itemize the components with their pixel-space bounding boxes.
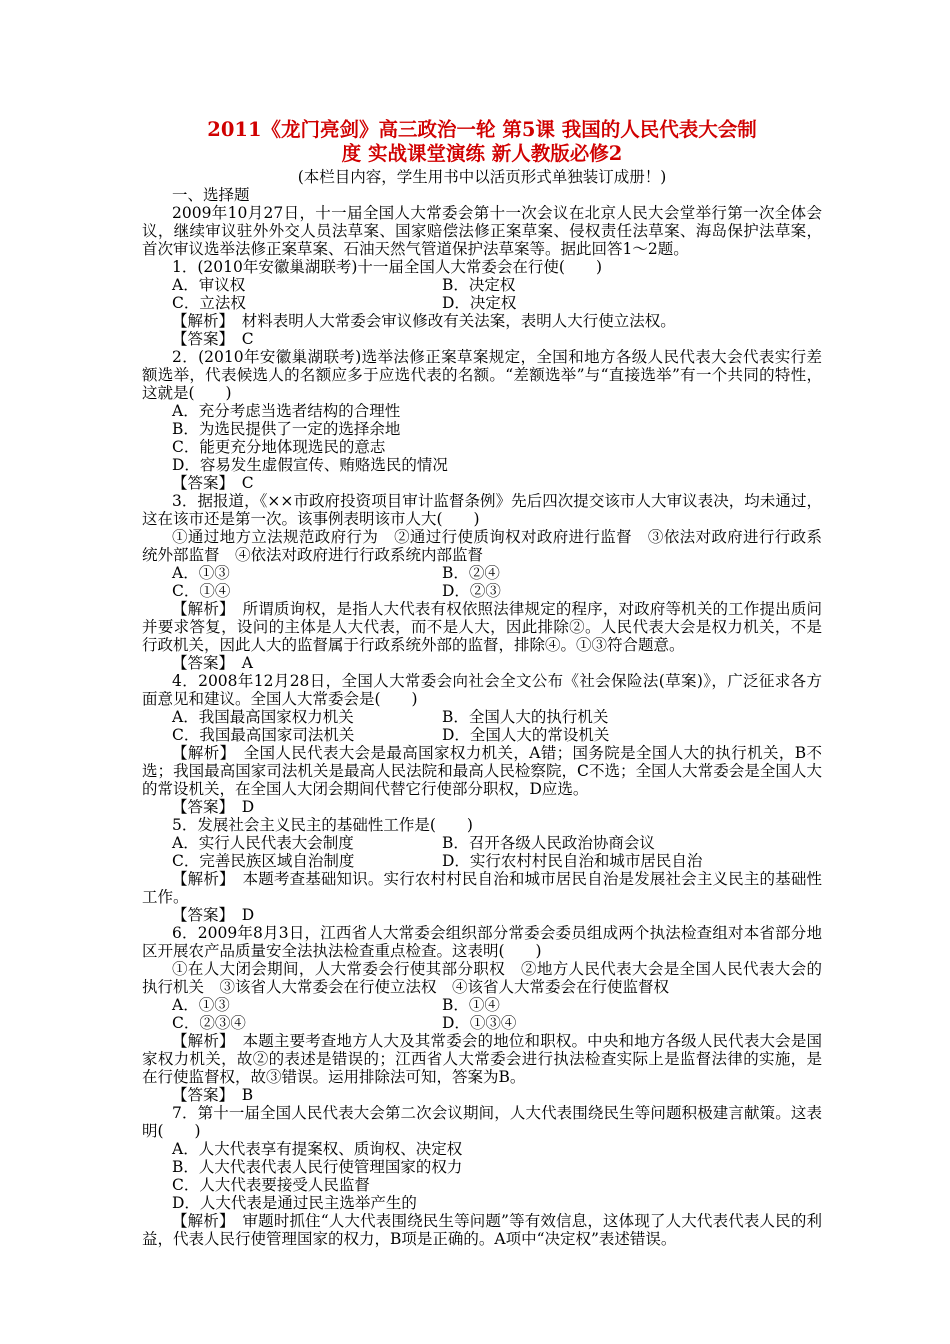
question-5-options: [172, 834, 822, 870]
option: B．②④: [442, 564, 500, 582]
doc-title-line1: 2011《龙门亮剑》高三政治一轮 第5课 我国的人民代表大会制: [207, 118, 757, 141]
material-paragraph: 2009年10月27日，十一届全国人大常委会第十一次会议在北京人民大会堂举行第一次全体会议，继续审议驻外外交人员法草案、国家赔偿法修正案草案、侵权责任法草案、海岛保护法草案，首次审议选举法修正案草案、石油天然气管道保护法草案等。据此回答1～2题。: [142, 204, 822, 258]
option: C．能更充分地体现选民的意志: [172, 438, 386, 456]
document-page: [142, 118, 822, 1248]
analysis: 【解析】 所谓质询权，是指人大代表有权依照法律规定的程序，对政府等机关的工作提出质问并要求答复，设问的主体是人大代表，而不是人大，因此排除②。人民代表大会是权力机关，不是行政机关，因此人大的监督属于行政系统外部的监督，排除④。①③符合题意。: [142, 600, 822, 654]
option: C．①④: [172, 582, 231, 600]
answer: 【答案】 C: [172, 474, 254, 492]
option: D．全国人大的常设机关: [442, 726, 610, 744]
answer: 【答案】 B: [172, 1086, 254, 1104]
answer: 【答案】 D: [172, 798, 255, 816]
question-5: 5．发展社会主义民主的基础性工作是( ): [172, 816, 473, 834]
option: D．容易发生虚假宣传、贿赂选民的情况: [172, 456, 448, 474]
option: B．召开各级人民政治协商会议: [442, 834, 655, 852]
question-2: 2．(2010年安徽巢湖联考)选举法修正案草案规定，全国和地方各级人民代表大会代表实行差额选举，代表候选人的名额应多于应选代表的名额。“差额选举”与“直接选举”有一个共同的特性，这就是( ): [142, 348, 822, 402]
question-6: 6．2009年8月3日，江西省人大常委会组织部分常委会委员组成两个执法检查组对本省部分地区开展农产品质量安全法执法检查重点检查。这表明( ): [142, 924, 822, 960]
question-3: 3．据报道，《××市政府投资项目审计监督条例》先后四次提交该市人大审议表决，均未通过，这在该市还是第一次。该事例表明该市人大( ): [142, 492, 822, 528]
analysis: 【解析】 材料表明人大常委会审议修改有关法案，表明人大行使立法权。: [172, 312, 676, 330]
option: D．人大代表是通过民主选举产生的: [172, 1194, 417, 1212]
doc-subtitle: (本栏目内容，学生用书中以活页形式单独装订成册！): [297, 168, 667, 186]
question-3-items: ①通过地方立法规范政府行为 ②通过行使质询权对政府进行监督 ③依法对政府进行行政系统外部监督 ④依法对政府进行行政系统内部监督: [142, 528, 822, 564]
analysis: 【解析】 审题时抓住“人大代表围绕民生等问题”等有效信息，这体现了人大代表代表人民的利益，代表人民行使管理国家的权力，B项是正确的。A项中“决定权”表述错误。: [142, 1212, 822, 1248]
doc-title-line2: 度 实战课堂演练 新人教版必修2: [341, 142, 623, 165]
analysis: 【解析】 本题考查基础知识。实行农村村民自治和城市居民自治是发展社会主义民主的基础性工作。: [142, 870, 822, 906]
option: B．全国人大的执行机关: [442, 708, 609, 726]
question-1: 1．(2010年安徽巢湖联考)十一届全国人大常委会在行使( ): [172, 258, 602, 276]
option: C．我国最高国家司法机关: [172, 726, 355, 744]
analysis: 【解析】 本题主要考查地方人大及其常委会的地位和职权。中央和地方各级人民代表大会是国家权力机关，故②的表述是错误的；江西省人大常委会进行执法检查实际上是监督法律的实施，是在行使监督权，故③错误。运用排除法可知，答案为B。: [142, 1032, 822, 1086]
option: D．实行农村村民自治和城市居民自治: [442, 852, 703, 870]
question-4: 4．2008年12月28日，全国人大常委会向社会全文公布《社会保险法(草案)》，广泛征求各方面意见和建议。全国人大常委会是( ): [142, 672, 822, 708]
option: B．①④: [442, 996, 500, 1014]
option: A．①③: [172, 564, 230, 582]
option: C．人大代表要接受人民监督: [172, 1176, 370, 1194]
option: A．人大代表享有提案权、质询权、决定权: [172, 1140, 463, 1158]
answer: 【答案】 A: [172, 654, 253, 672]
answer: 【答案】 D: [172, 906, 255, 924]
answer: 【答案】 C: [172, 330, 254, 348]
option: B．人大代表代表人民行使管理国家的权力: [172, 1158, 463, 1176]
option: A．①③: [172, 996, 230, 1014]
option: A．审议权: [172, 276, 246, 294]
analysis: 【解析】 全国人民代表大会是最高国家权力机关，A错；国务院是全国人大的执行机关，B不选；我国最高国家司法机关是最高人民法院和最高人民检察院，C不选；全国人大常委会是全国人大的常设机关，在全国人大闭会期间代替它行使部分职权，D应选。: [142, 744, 822, 798]
section-heading: 一、选择题: [172, 186, 250, 204]
question-4-options: [172, 708, 822, 744]
option: C．完善民族区域自治制度: [172, 852, 355, 870]
question-6-items: ①在人大闭会期间，人大常委会行使其部分职权 ②地方人民代表大会是全国人民代表大会的执行机关 ③该省人大常委会在行使立法权 ④该省人大常委会在行使监督权: [142, 960, 822, 996]
option: B．决定权: [442, 276, 516, 294]
option: A．实行人民代表大会制度: [172, 834, 354, 852]
option: D．决定权: [442, 294, 517, 312]
question-6-options: [172, 996, 822, 1032]
option: C．②③④: [172, 1014, 246, 1032]
question-1-options: [172, 276, 822, 312]
option: D．①③④: [442, 1014, 517, 1032]
option: B．为选民提供了一定的选择余地: [172, 420, 401, 438]
option: A．充分考虑当选者结构的合理性: [172, 402, 401, 420]
question-7: 7．第十一届全国人民代表大会第二次会议期间，人大代表围绕民生等问题积极建言献策。这表明( ): [142, 1104, 822, 1140]
question-3-options: [172, 564, 822, 600]
option: A．我国最高国家权力机关: [172, 708, 354, 726]
option: D．②③: [442, 582, 501, 600]
option: C．立法权: [172, 294, 246, 312]
